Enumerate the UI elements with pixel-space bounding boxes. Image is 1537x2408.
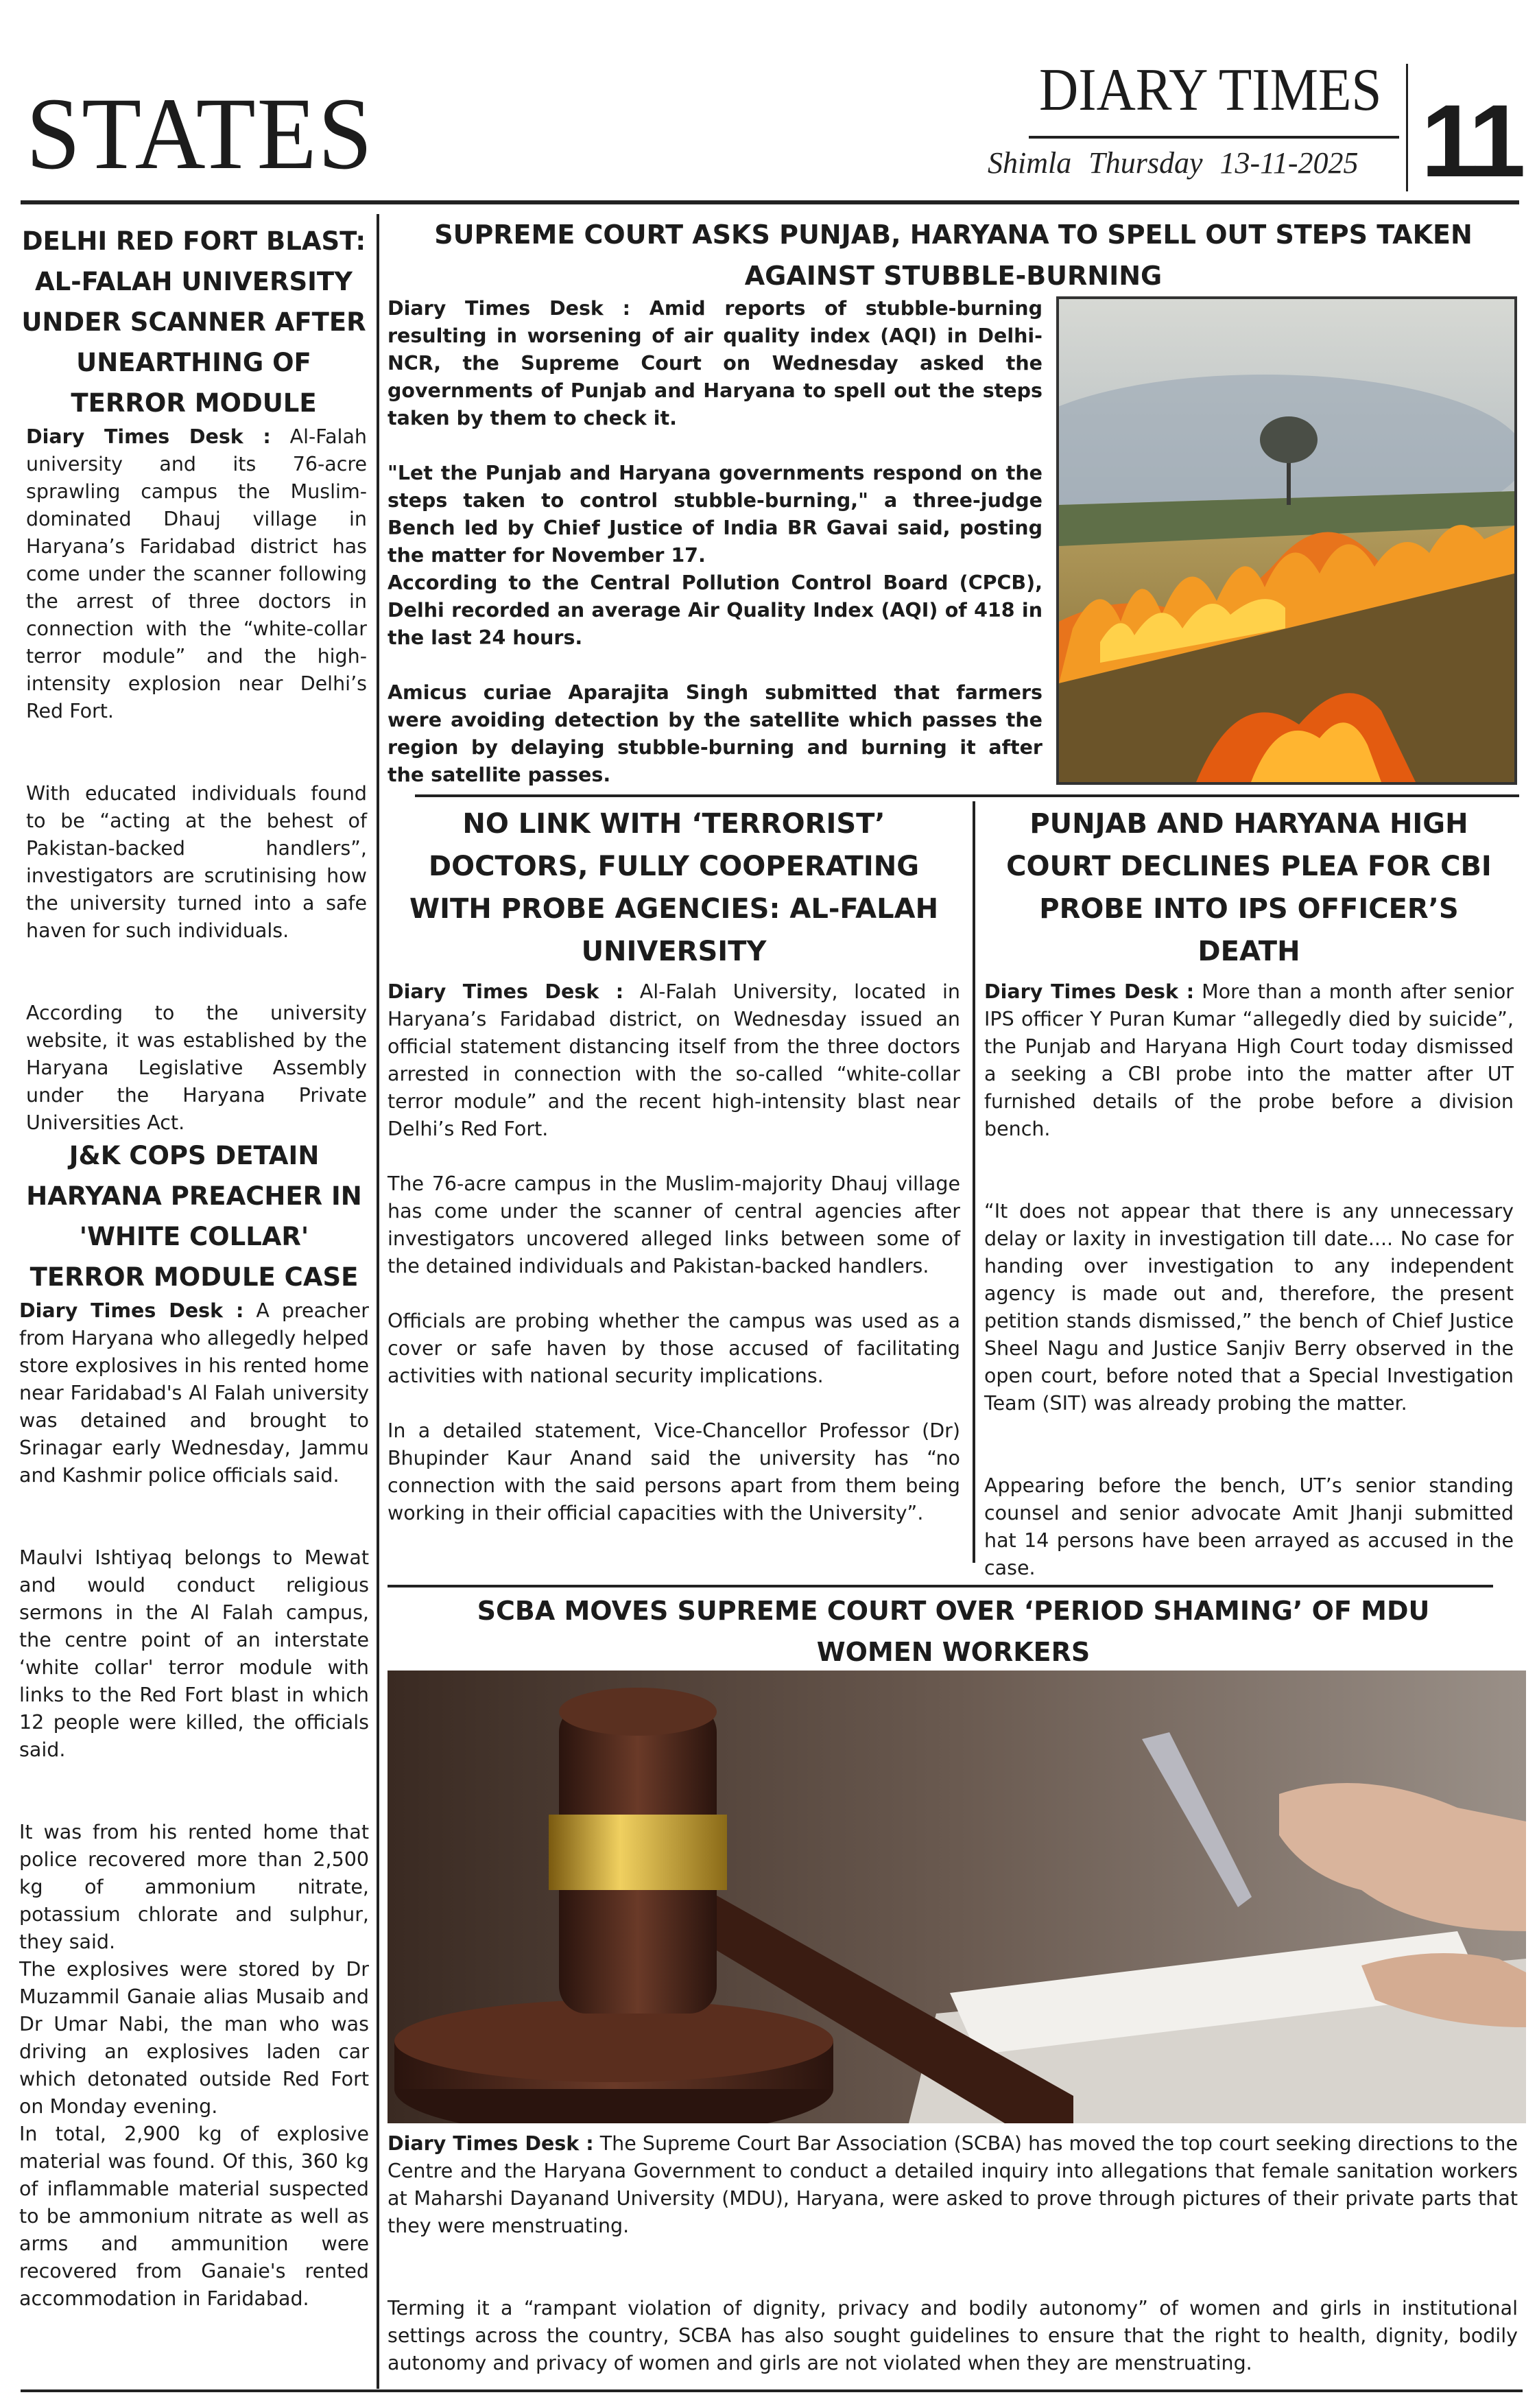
article-al-falah-statement <box>388 803 960 1527</box>
paragraph: It was from his rented home that police recovered more than 2,500 kg of ammonium nitrate, potassium chlorate and sulphur, they said. <box>19 1821 369 1953</box>
stubble-article-body <box>388 295 1042 789</box>
paragraph: According to the Central Pollution Control Board (CPCB), Delhi recorded an average Air Quality Index (AQI) of 418 in the last 24 hours. <box>388 571 1042 649</box>
paragraph: The Supreme Court Bar Association (SCBA) has moved the top court seeking directions to the Centre and the Haryana Government to conduct a detailed inquiry into allegations that female sanitation workers at Maharshi Dayanand University (MDU), Haryana, were asked to prove through pictures of their private parts that they were menstruating. <box>388 2132 1518 2237</box>
paragraph: The explosives were stored by Dr Muzammil Ganaie alias Musaib and Dr Umar Nabi, the man who was driving an explosives laden car which detonated outside Red Fort on Monday evening. <box>19 1958 369 2118</box>
gavel-photo <box>388 1671 1526 2123</box>
column-divider <box>377 214 379 2389</box>
paragraph: The 76-acre campus in the Muslim-majority Dhauj village has come under the scanner of central agencies after investigators uncovered alleged links between some of the detained individuals and Pakistan-backed handlers. <box>388 1172 960 1277</box>
paragraph: Maulvi Ishtiyaq belongs to Mewat and would conduct religious sermons in the Al Falah campus, the centre point of an interstate ‘white collar' terror module with links to the Red Fort blast in which 12 people were killed, the officials said. <box>19 1546 369 1761</box>
bottom-rule <box>21 2389 1523 2392</box>
paragraph: “It does not appear that there is any unnecessary delay or laxity in investigation till date.... No case for handing over investigation to any independent agency is made out and, therefore, the present petition stands dismissed,” the bench of Chief Justice Sheel Nagu and Justice Sanjiv Berry observed in the open court, before noted that a Special Investigation Team (SIT) was already probing the matter. <box>984 1200 1514 1415</box>
paragraph: In total, 2,900 kg of explosive material was found. Of this, 360 kg of inflammable material suspected to be ammonium nitrate as well as arms and ammunition were recovered from Ganaie's rented accommodation in Faridabad. <box>19 2123 369 2310</box>
masthead-divider <box>1406 64 1408 191</box>
day: Thursday <box>1088 146 1203 180</box>
headline: J&K COPS DETAIN HARYANA PREACHER IN 'WHITE COLLAR' TERROR MODULE CASE <box>26 1141 362 1292</box>
city: Shimla <box>988 146 1072 180</box>
section-rule <box>415 794 1519 797</box>
headline: DELHI RED FORT BLAST: AL-FALAH UNIVERSITY UNDER SCANNER AFTER UNEARTHING OF TERROR MODULE <box>21 226 366 418</box>
headline: PUNJAB AND HARYANA HIGH COURT DECLINES PLEA FOR CBI PROBE INTO IPS OFFICER’S DEATH <box>1006 808 1492 967</box>
article-high-court <box>984 803 1514 1582</box>
paragraph: "Let the Punjab and Haryana governments respond on the steps taken to control stubble-burning," a three-judge Bench led by Chief Justice of India BR Gavai said, posting the matter for November 17. <box>388 462 1042 567</box>
dateline <box>988 145 1359 180</box>
headline: NO LINK WITH ‘TERRORIST’ DOCTORS, FULLY COOPERATING WITH PROBE AGENCIES: AL-FALAH UNIVERSITY <box>409 808 939 967</box>
paragraph: In a detailed statement, Vice-Chancellor Professor (Dr) Bhupinder Kaur Anand said the university has “no connection with the said persons apart from them being working in their official capacities with the University”. <box>388 1419 960 1524</box>
top-rule <box>21 200 1519 204</box>
article-stubble-burning <box>388 214 1519 296</box>
headline: SUPREME COURT ASKS PUNJAB, HARYANA TO SPELL OUT STEPS TAKEN AGAINST STUBBLE-BURNING <box>434 220 1473 291</box>
article-red-fort-blast <box>21 221 367 1137</box>
headline: SCBA MOVES SUPREME COURT OVER ‘PERIOD SHAMING’ OF MDU WOMEN WORKERS <box>477 1596 1430 1667</box>
brand-underline <box>1029 136 1399 139</box>
paragraph: Appearing before the bench, UT’s senior standing counsel and senior advocate Amit Jhanji submitted hat 14 persons have been arrayed as accused in the case. <box>984 1474 1514 1579</box>
byline: Diary Times Desk : <box>388 980 624 1003</box>
newspaper-brand: DIARY TIMES <box>1039 57 1382 123</box>
paragraph: Terming it a “rampant violation of dignity, privacy and bodily autonomy” of women and girls in institutional settings across the country, SCBA has also sought guidelines to ensure that the right to health, dignity, bodily autonomy and privacy of women and girls are not violated when they are menstruating. <box>388 2297 1518 2374</box>
paragraph: Amicus curiae Aparajita Singh submitted that farmers were avoiding detection by the satellite which passes the region by delaying stubble-burning and burning it after the satellite passes. <box>388 681 1042 786</box>
byline: Diary Times Desk : <box>984 980 1195 1003</box>
article-jk-cops <box>19 1135 369 2313</box>
page-number: 11 <box>1421 83 1522 198</box>
paragraph: According to the university website, it was established by the Haryana Legislative Assembly under the Haryana Private Universities Act. <box>26 1002 367 1134</box>
byline: Diary Times Desk : <box>388 2132 594 2155</box>
paragraph: Al-Falah university and its 76-acre sprawling campus the Muslim-dominated Dhauj village in Haryana’s Faridabad district has come under the scanner following the arrest of three doctors in connection with the “white-collar terror module” and the high-intensity explosion near Delhi’s Red Fort. <box>26 425 367 722</box>
byline: Diary Times Desk : <box>19 1299 244 1322</box>
paragraph: Officials are probing whether the campus was used as a cover or safe haven by those accused of facilitating activities with national security implications. <box>388 1310 960 1387</box>
paragraph: A preacher from Haryana who allegedly helped store explosives in his rented home near Faridabad's Al Falah university was detained and brought to Srinagar early Wednesday, Jammu and Kashmir police officials said. <box>19 1299 369 1487</box>
date: 13-11-2025 <box>1219 146 1359 180</box>
section-rule <box>388 1585 1493 1587</box>
byline: Diary Times Desk : <box>26 425 271 448</box>
stubble-fire-photo <box>1056 296 1517 785</box>
paragraph: Amid reports of stubble-burning resulting in worsening of air quality index (AQI) in Delhi-NCR, the Supreme Court on Wednesday asked the governments of Punjab and Haryana to spell out the steps taken by them to check it. <box>388 297 1042 429</box>
paragraph: With educated individuals found to be “acting at the behest of Pakistan-backed handlers”, investigators are scrutinising how the university turned into a safe haven for such individuals. <box>26 782 367 942</box>
scba-article-body <box>388 2130 1518 2377</box>
byline: Diary Times Desk : <box>388 297 631 320</box>
paragraph: Al-Falah University, located in Haryana’s Faridabad district, on Wednesday issued an official statement distancing itself from the three doctors arrested in connection with the so-called “white-collar terror module” and the recent high-intensity blast near Delhi’s Red Fort. <box>388 980 960 1140</box>
paragraph: More than a month after senior IPS officer Y Puran Kumar “allegedly died by suicide”, the Punjab and Haryana High Court today dismissed a seeking a CBI probe into the matter after UT furnished details of the probe before a division bench. <box>984 980 1514 1140</box>
section-title: STATES <box>26 77 374 191</box>
column-divider <box>973 801 975 1563</box>
article-scba <box>388 1590 1519 1673</box>
